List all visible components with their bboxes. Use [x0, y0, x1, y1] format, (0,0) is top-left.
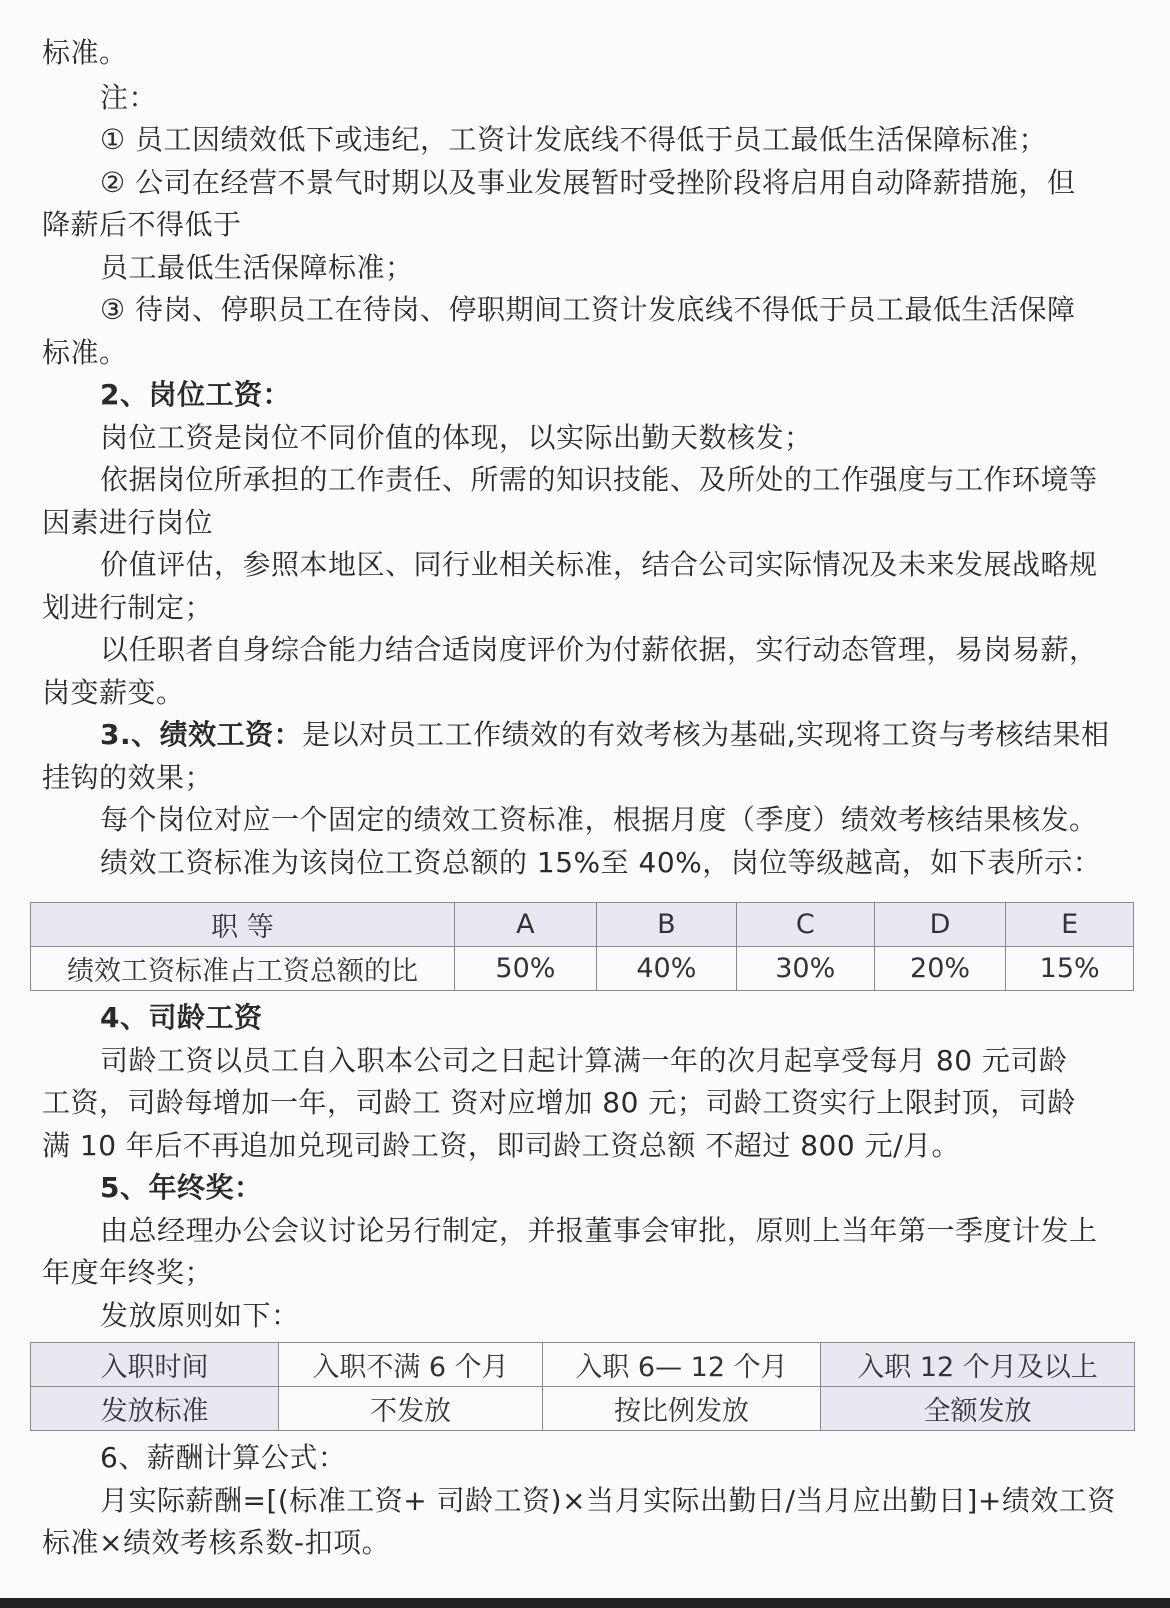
section-3-text: 是以对员工工作绩效的有效考核为基础,实现将工资与考核结果相	[302, 718, 1110, 751]
table-header-cell: D	[874, 903, 1006, 947]
text-line: 划进行制定；	[42, 591, 214, 624]
table-cell: 按比例发放	[543, 1387, 821, 1431]
text-line: 工资，司龄每增加一年，司龄工 资对应增加 80 元；司龄工资实行上限封顶，司龄	[42, 1086, 1076, 1119]
table-row	[31, 947, 1134, 991]
note-item-3: ③ 待岗、停职员工在待岗、停职期间工资计发底线不得低于员工最低生活保障	[100, 293, 1076, 326]
table-cell: 30%	[736, 947, 874, 991]
text-line: 挂钩的效果；	[42, 761, 214, 794]
table-header-row	[31, 1343, 1135, 1387]
note-item-2: ② 公司在经营不景气时期以及事业发展暂时受挫阶段将启用自动降薪措施，但	[100, 166, 1076, 199]
text-line: 每个岗位对应一个固定的绩效工资标准，根据月度（季度）绩效考核结果核发。	[100, 803, 1098, 836]
table-header-cell: C	[736, 903, 874, 947]
table-header-cell: 入职时间	[31, 1343, 279, 1387]
text-line: 由总经理办公会议讨论另行制定，并报董事会审批，原则上当年第一季度计发上	[100, 1214, 1098, 1247]
table-cell: 40%	[596, 947, 736, 991]
note-heading: 注：	[100, 81, 158, 114]
section-heading-6: 6、薪酬计算公式：	[100, 1441, 347, 1474]
text-line: 发放原则如下：	[100, 1299, 300, 1332]
section-heading-5: 5、年终奖：	[100, 1171, 263, 1204]
table-header-cell: 入职 12 个月及以上	[821, 1343, 1135, 1387]
section-heading-2: 2、岗位工资：	[100, 378, 291, 411]
table-cell: 50%	[454, 947, 596, 991]
table-cell: 全额发放	[821, 1387, 1135, 1431]
table-header-cell: A	[454, 903, 596, 947]
text-line: 满 10 年后不再追加兑现司龄工资，即司龄工资总额 不超过 800 元/月。	[42, 1129, 961, 1162]
text-line: 岗位工资是岗位不同价值的体现，以实际出勤天数核发；	[100, 421, 813, 454]
text-line: 价值评估，参照本地区、同行业相关标准，结合公司实际情况及未来发展战略规	[100, 548, 1098, 581]
text-line: 绩效工资标准为该岗位工资总额的 15%至 40%，岗位等级越高，如下表所示：	[100, 846, 1102, 879]
text-line: 员工最低生活保障标准；	[100, 251, 414, 284]
text-line: 标准。	[42, 336, 128, 369]
table-cell: 发放标准	[31, 1387, 279, 1431]
table-header-cell: E	[1006, 903, 1134, 947]
text-line: 依据岗位所承担的工作责任、所需的知识技能、及所处的工作强度与工作环境等	[100, 463, 1098, 496]
formula-line: 月实际薪酬=[(标准工资+ 司龄工资)×当月实际出勤日/当月应出勤日]+绩效工资	[100, 1484, 1116, 1517]
text-line: 标准。	[42, 36, 128, 69]
table-cell: 绩效工资标准占工资总额的比	[31, 947, 455, 991]
performance-ratio-table	[30, 902, 1134, 991]
year-end-bonus-table	[30, 1342, 1135, 1431]
text-line: 因素进行岗位	[42, 506, 214, 539]
text-line: 以任职者自身综合能力结合适岗度评价为付薪依据，实行动态管理，易岗易薪，	[100, 633, 1098, 666]
table-cell: 15%	[1006, 947, 1134, 991]
table-cell: 20%	[874, 947, 1006, 991]
section-heading-4: 4、司龄工资	[100, 1001, 263, 1034]
table-header-row	[31, 903, 1134, 947]
table-header-cell: 职 等	[31, 903, 455, 947]
text-line: 岗变薪变。	[42, 676, 185, 709]
table-header-cell: B	[596, 903, 736, 947]
bottom-border	[0, 1598, 1170, 1608]
table-header-cell: 入职不满 6 个月	[279, 1343, 543, 1387]
text-line: 年度年终奖；	[42, 1256, 214, 1289]
table-row	[31, 1387, 1135, 1431]
formula-line: 标准×绩效考核系数-扣项。	[42, 1526, 391, 1559]
section-heading-3: 3.、绩效工资：	[100, 718, 303, 751]
note-item-1: ① 员工因绩效低下或违纪，工资计发底线不得低于员工最低生活保障标准；	[100, 123, 1048, 156]
text-line: 司龄工资以员工自入职本公司之日起计算满一年的次月起享受每月 80 元司龄	[100, 1044, 1068, 1077]
table-cell: 不发放	[279, 1387, 543, 1431]
table-header-cell: 入职 6— 12 个月	[543, 1343, 821, 1387]
text-line: 降薪后不得低于	[42, 208, 242, 241]
section-3-line	[100, 717, 1130, 753]
